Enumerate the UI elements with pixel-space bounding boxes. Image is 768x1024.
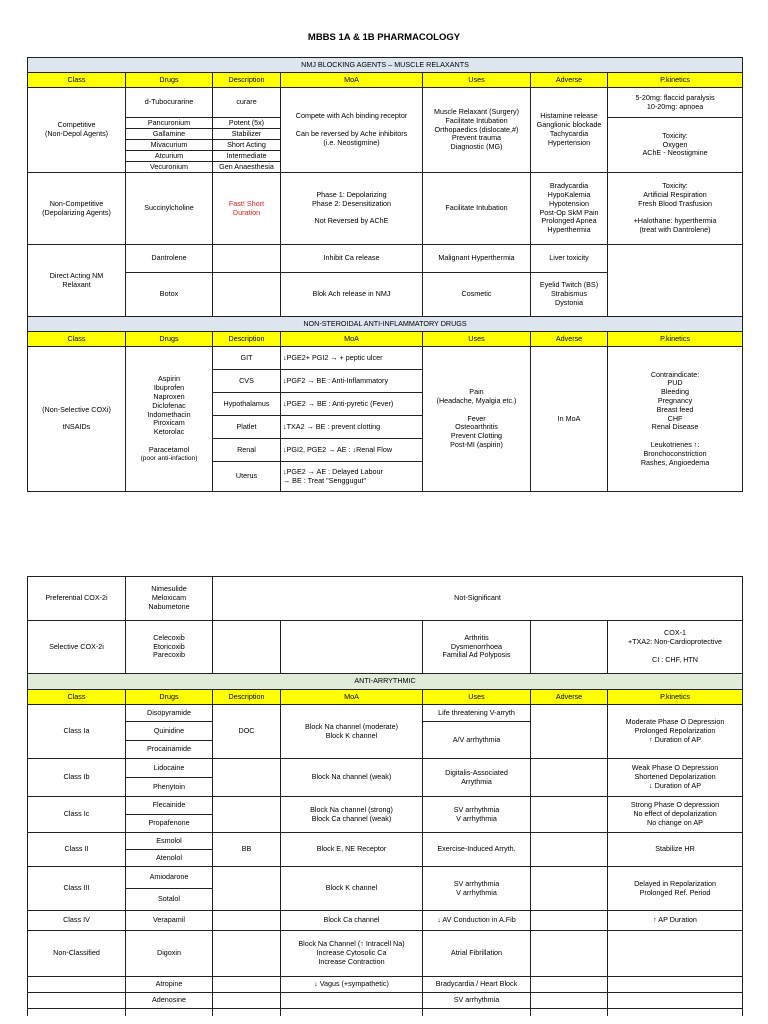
cell-adverse (531, 705, 608, 759)
pharmacology-table-2 (27, 576, 743, 1019)
cell-uses: Facilitate Intubation (423, 173, 531, 245)
cell-uses: SV arrhythmia V arrhythmia (423, 797, 531, 833)
cell-adverse: Eyelid Twitch (BS) Strabismus Dystonia (531, 273, 608, 317)
cell-pkinetics: Delayed in Repolarization Prolonged Ref. Period (608, 867, 743, 911)
cell-description: Potent (5x) (213, 118, 281, 129)
table-row (28, 173, 743, 245)
cell-pkinetics (608, 931, 743, 977)
cell-description: curare (213, 88, 281, 118)
section-header-nmj: NMJ BLOCKING AGENTS – MUSCLE RELAXANTS (28, 58, 743, 73)
cell-drug: Digoxin (126, 931, 213, 977)
cell-class: Preferential COX-2i (28, 577, 126, 621)
cell-moa: Block Na channel (moderate) Block K channel (281, 705, 423, 759)
table-row (28, 577, 743, 621)
cell-class: (Non-Selective COXi) tNSAIDs (28, 347, 126, 492)
cell-class (28, 977, 126, 993)
header-uses: Uses (423, 690, 531, 705)
header-uses: Uses (423, 73, 531, 88)
pharmacology-table-1 (27, 57, 743, 492)
cell-description (213, 273, 281, 317)
cell-class: Class III (28, 867, 126, 911)
table-row (28, 797, 743, 815)
header-pkinetics: P.kinetics (608, 332, 743, 347)
cell-description: GIT (213, 347, 281, 370)
nsaid-drug-list: Aspirin Ibuprofen Naproxen Diclofenac Indomethacin Piroxicam Ketorolac Paracetamol (147, 374, 191, 454)
header-description: Description (213, 690, 281, 705)
cell-drug: Atenolol (126, 850, 213, 867)
table-row (28, 88, 743, 118)
cell-description: CVS (213, 370, 281, 393)
cell-moa: Block Na Channel (↑ Intracell Na) Increase Cytosolic Ca Increase Contraction (281, 931, 423, 977)
header-class: Class (28, 332, 126, 347)
cell-drug: Atcurium (126, 151, 213, 162)
cell-uses: Malignant Hyperthermia (423, 245, 531, 273)
cell-adverse (531, 759, 608, 797)
cell-adverse: Histamine release Ganglionic blockade Tachycardia Hypertension (531, 88, 608, 173)
table-row (28, 867, 743, 889)
cell-drug: Vecuronium (126, 162, 213, 173)
cell-pkinetics: Weak Phase O Depression Shortened Depolarization ↓ Duration of AP (608, 759, 743, 797)
cell-drugs (126, 347, 213, 492)
section-header-antiarrhythmic: ANTI-ARRYTHMIC (28, 674, 743, 690)
cell-description: BB (213, 833, 281, 867)
cell-moa: ↓PGE2 → AE : Delayed Labour → BE : Treat "Senggugut" (281, 462, 423, 492)
cell-pkinetics: Moderate Phase O Depression Prolonged Repolarization ↑ Duration of AP (608, 705, 743, 759)
cell-uses: Atrial Fibrillation (423, 931, 531, 977)
cell-drug: Procainamide (126, 741, 213, 759)
cell-uses: ↓ AV Conduction in A.Fib (423, 911, 531, 931)
column-header-row (28, 690, 743, 705)
page-title: MBBS 1A & 1B PHARMACOLOGY (307, 32, 461, 43)
cell-drug: Lidocaine (126, 759, 213, 778)
header-class: Class (28, 690, 126, 705)
cell-adverse: In MoA (531, 347, 608, 492)
cell-moa: Block Na channel (strong) Block Ca channel (weak) (281, 797, 423, 833)
page-bottom-edge (0, 1016, 768, 1024)
cell-description: Gen Anaesthesia (213, 162, 281, 173)
cell-moa: Phase 1: Depolarizing Phase 2: Desensitization Not Reversed by AChE (281, 173, 423, 245)
cell-drug: Flecainide (126, 797, 213, 815)
cell-moa: ↓ Vagus (+sympathetic) (281, 977, 423, 993)
header-description: Description (213, 73, 281, 88)
cell-drug: Amiodarone (126, 867, 213, 889)
cell-drug: Verapamil (126, 911, 213, 931)
cell-moa: ↓PGF2 → BE : Anti-Inflammatory (281, 370, 423, 393)
cell-uses: Life threatening V-arryth (423, 705, 531, 722)
cell-description (213, 759, 281, 797)
cell-drug: Propafenone (126, 815, 213, 833)
cell-uses: SV arrhythmia V arrhythmia (423, 867, 531, 911)
nsaid-drug-note: (poor anti-infaction) (140, 454, 198, 462)
table-row (28, 347, 743, 370)
cell-class: Class Ib (28, 759, 126, 797)
cell-uses: Bradycardia / Heart Block (423, 977, 531, 993)
cell-description: Uterus (213, 462, 281, 492)
cell-description: Intermediate (213, 151, 281, 162)
cell-drug: Esmolol (126, 833, 213, 850)
cell-pkinetics (608, 993, 743, 1009)
cell-moa: ↓PGE2+ PGI2 → + peptic ulcer (281, 347, 423, 370)
header-adverse: Adverse (531, 332, 608, 347)
cell-class: Direct Acting NM Relaxant (28, 245, 126, 317)
cell-drug: Gallamine (126, 129, 213, 140)
cell-pkinetics: COX-1 +TXA2: Non-Cardioprotective CI : CHF, HTN (608, 621, 743, 674)
cell-class (28, 993, 126, 1009)
table-row (28, 993, 743, 1009)
header-adverse: Adverse (531, 690, 608, 705)
cell-description: Hypothalamus (213, 393, 281, 416)
cell-drug: Quinidine (126, 722, 213, 741)
header-pkinetics: P.kinetics (608, 690, 743, 705)
cell-uses: Arthritis Dysmenorrhoea Familial Ad Polyposis (423, 621, 531, 674)
cell-description: Fast! Short Duration (213, 173, 281, 245)
cell-moa: Blok Ach release in NMJ (281, 273, 423, 317)
cell-class: Class Ia (28, 705, 126, 759)
cell-pkinetics: 5-20mg: flaccid paralysis 10-20mg: apnoea (608, 88, 743, 118)
cell-class: Class II (28, 833, 126, 867)
cell-moa: ↓PGE2 → BE : Anti-pyretic (Fever) (281, 393, 423, 416)
cell-pkinetics (608, 977, 743, 993)
header-description: Description (213, 332, 281, 347)
cell-note: Not-Significant (213, 577, 743, 621)
cell-moa (281, 993, 423, 1009)
cell-description (213, 621, 281, 674)
cell-drug: Succinylcholine (126, 173, 213, 245)
table-row (28, 977, 743, 993)
cell-uses: Pain (Headache, Myalgia etc.) Fever Osteoarthritis Prevent Clotting Post-MI (aspirin) (423, 347, 531, 492)
cell-uses: Digitalis-Associated Arrythmia (423, 759, 531, 797)
cell-description (213, 245, 281, 273)
column-header-row (28, 332, 743, 347)
cell-drug: d-Tubocurarine (126, 88, 213, 118)
cell-moa: Block K channel (281, 867, 423, 911)
cell-class: Class IV (28, 911, 126, 931)
cell-adverse: Bradycardia HypoKalemia Hypotension Post-Op SkM Pain Prolonged Apnea Hyperthermia (531, 173, 608, 245)
cell-drug: Pancuronium (126, 118, 213, 129)
table-row (28, 621, 743, 674)
cell-description (213, 993, 281, 1009)
cell-description (213, 931, 281, 977)
cell-class: Non-Classified (28, 931, 126, 977)
cell-pkinetics (608, 245, 743, 317)
cell-uses: SV arrhythmia (423, 993, 531, 1009)
cell-description (213, 977, 281, 993)
cell-drug: Atropine (126, 977, 213, 993)
cell-class: Non-Competitive (Depolarizing Agents) (28, 173, 126, 245)
cell-drug: Botox (126, 273, 213, 317)
table-row (28, 759, 743, 778)
cell-drug: Mivacurium (126, 140, 213, 151)
section-header-nsaid: NON-STEROIDAL ANTI-INFLAMMATORY DRUGS (28, 317, 743, 332)
cell-moa: Inhibit Ca release (281, 245, 423, 273)
table-row (28, 911, 743, 931)
cell-adverse (531, 833, 608, 867)
cell-pkinetics: ↑ AP Duration (608, 911, 743, 931)
cell-adverse (531, 911, 608, 931)
header-drugs: Drugs (126, 690, 213, 705)
cell-moa: Block Ca channel (281, 911, 423, 931)
cell-drugs: Nimesulide Meloxicam Nabumetone (126, 577, 213, 621)
header-drugs: Drugs (126, 73, 213, 88)
cell-description: Short Acting (213, 140, 281, 151)
column-header-row (28, 73, 743, 88)
table-row (28, 931, 743, 977)
header-pkinetics: P.kinetics (608, 73, 743, 88)
cell-uses: Muscle Relaxant (Surgery) Facilitate Intubation Orthopaedics (dislocate,#) Prevent trauma Diagnostic (MG) (423, 88, 531, 173)
cell-pkinetics: Strong Phase O depression No effect of depolarization No change on AP (608, 797, 743, 833)
header-class: Class (28, 73, 126, 88)
table-row (28, 245, 743, 273)
cell-moa: ↓PGI2, PGE2 → AE : ↓Renal Flow (281, 439, 423, 462)
cell-adverse (531, 797, 608, 833)
cell-class: Competitive (Non-Depol Agents) (28, 88, 126, 173)
cell-pkinetics: Toxicity: Artificial Respiration Fresh Blood Trasfusion +Halothane: hyperthermia (treat with Dantrolene) (608, 173, 743, 245)
cell-pkinetics: Toxicity: Oxygen AChE - Neostigmine (608, 118, 743, 173)
cell-pkinetics: Stabilize HR (608, 833, 743, 867)
cell-description (213, 867, 281, 911)
cell-description: Stabilizer (213, 129, 281, 140)
table-row (28, 833, 743, 850)
cell-class: Class Ic (28, 797, 126, 833)
cell-adverse (531, 867, 608, 911)
header-moa: MoA (281, 332, 423, 347)
cell-drug: Adenosine (126, 993, 213, 1009)
cell-description (213, 911, 281, 931)
header-uses: Uses (423, 332, 531, 347)
cell-moa (281, 621, 423, 674)
cell-adverse (531, 931, 608, 977)
cell-adverse (531, 993, 608, 1009)
header-moa: MoA (281, 690, 423, 705)
cell-description: DOC (213, 705, 281, 759)
cell-description (213, 797, 281, 833)
cell-drugs: Celecoxib Etoricoxib Parecoxib (126, 621, 213, 674)
table-row (28, 705, 743, 722)
header-drugs: Drugs (126, 332, 213, 347)
header-adverse: Adverse (531, 73, 608, 88)
cell-moa: Compete with Ach binding receptor Can be reversed by Ache inhibitors (i.e. Neostigmine) (281, 88, 423, 173)
cell-uses: A/V arrhythmia (423, 722, 531, 759)
cell-drug: Phenytoin (126, 778, 213, 797)
cell-adverse (531, 621, 608, 674)
cell-uses: Cosmetic (423, 273, 531, 317)
cell-moa: Block Na channel (weak) (281, 759, 423, 797)
cell-adverse (531, 977, 608, 993)
cell-description: Renal (213, 439, 281, 462)
cell-drug: Sotalol (126, 889, 213, 911)
cell-class: Selective COX-2i (28, 621, 126, 674)
cell-drug: Disopyramide (126, 705, 213, 722)
cell-moa: Block E, NE Receptor (281, 833, 423, 867)
header-moa: MoA (281, 73, 423, 88)
cell-moa: ↓TXA2 → BE : prevent clotting (281, 416, 423, 439)
cell-pkinetics: Contraindicate: PUD Bleeding Pregnancy Breast feed CHF Renal Disease Leukotrienes ↑: Bronchoconstriction Rashes, Angioedema (608, 347, 743, 492)
cell-drug: Dantrolene (126, 245, 213, 273)
cell-uses: Exercise-Induced Arryth. (423, 833, 531, 867)
cell-adverse: Liver toxicity (531, 245, 608, 273)
cell-description: Platlet (213, 416, 281, 439)
